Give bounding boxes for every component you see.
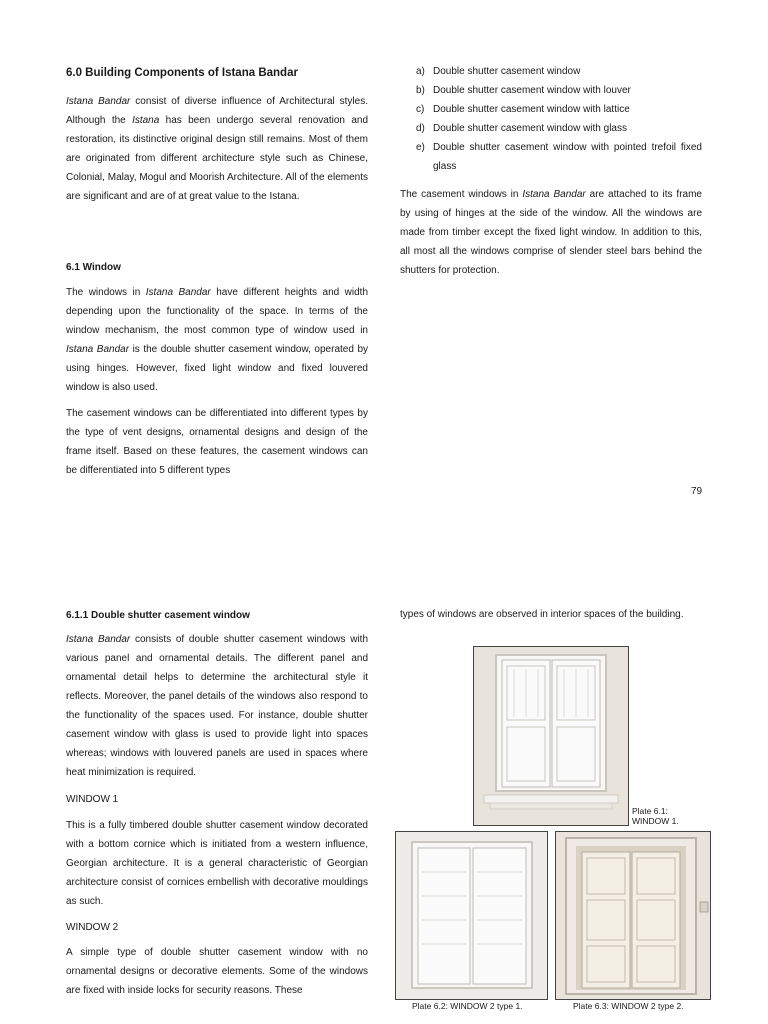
window-types-list (400, 62, 702, 176)
list-item: e) Double shutter casement window with pointed trefoil fixed glass (416, 142, 702, 172)
plate-window-1-photo (473, 646, 629, 826)
window-paragraph-2: The casement windows can be differentiated into different types by the type of vent designs, ornamental designs and design of the frame itself. Based on these features, the casement windows can be differentiated into 5 different types (66, 408, 368, 476)
plate-window-2-type-2-photo (555, 831, 711, 1000)
window-1-illustration (474, 647, 628, 825)
subsection-heading: 6.1.1 Double shutter casement window (66, 610, 250, 621)
page-number: 79 (691, 486, 703, 497)
plate-6-3-caption: Plate 6.3: WINDOW 2 type 2. (573, 1001, 684, 1011)
double-shutter-paragraph: Istana Bandar consists of double shutter casement windows with various panel and ornamental details. The different panel and ornamental detail helps to determine the architectural style it reflects. Moreover, the panel details of the windows also respond to the functionality of the spaces used. For instance, double shutter casement window with glass is used to provide light into spaces whereas; windows with louvered panels are used in spaces where heat minimization is required. (66, 634, 369, 778)
plate-6-1-caption: Plate 6.1: WINDOW 1. (632, 806, 679, 826)
casement-paragraph: The casement windows in Istana Bandar are attached to its frame by using of hinges at the side of the window. All the windows are made from timber except the fixed light window. In addition to this, all most all the windows comprise of slender steel bars behind the shutters for protection. (400, 189, 702, 276)
window-2-type-1-illustration (396, 832, 547, 999)
window-heading: 6.1 Window (66, 262, 121, 273)
section-heading: 6.0 Building Components of Istana Bandar (66, 67, 298, 79)
right-column-paragraph: types of windows are observed in interior spaces of the building. (400, 609, 684, 620)
list-item: c) Double shutter casement window with lattice (416, 104, 630, 115)
window1-label: WINDOW 1 (66, 794, 119, 805)
list-item: a) Double shutter casement window (416, 66, 581, 77)
window2-label: WINDOW 2 (66, 922, 119, 933)
plate-window-2-type-1-photo (395, 831, 548, 1000)
window-2-type-2-illustration (556, 832, 710, 999)
window2-paragraph: A simple type of double shutter casement window with no ornamental designs or decorative elements. Some of the windows are fixed with inside locks for security reasons. These (66, 947, 368, 996)
window-paragraph-1: The windows in Istana Bandar have different heights and width depending upon the functionality of the space. In terms of the window mechanism, the most common type of window used in Istana Bandar is the double shutter casement window, operated by using hinges. However, fixed light window and fixed louvered window is also used. (66, 287, 369, 393)
window1-paragraph: This is a fully timbered double shutter casement window decorated with a bottom cornice which is initiated from a western influence, Georgian architecture. It is a general characteristic of Georgian architecture consist of cornices embellish with decorative mouldings as such. (66, 820, 368, 907)
plate-6-2-caption: Plate 6.2: WINDOW 2 type 1. (412, 1001, 523, 1011)
intro-paragraph: Istana Bandar consist of diverse influence of Architectural styles. Although the Istana has been undergo several renovation and restoration, its distinctive original design still remains. Most of them are originated from different architecture style such as Chinese, Colonial, Malay, Mogul and Moorish Architecture. All of the elements are significant and are of at great value to the Istana. (66, 96, 369, 202)
list-item: b) Double shutter casement window with louver (416, 85, 631, 96)
list-item: d) Double shutter casement window with glass (416, 123, 627, 134)
